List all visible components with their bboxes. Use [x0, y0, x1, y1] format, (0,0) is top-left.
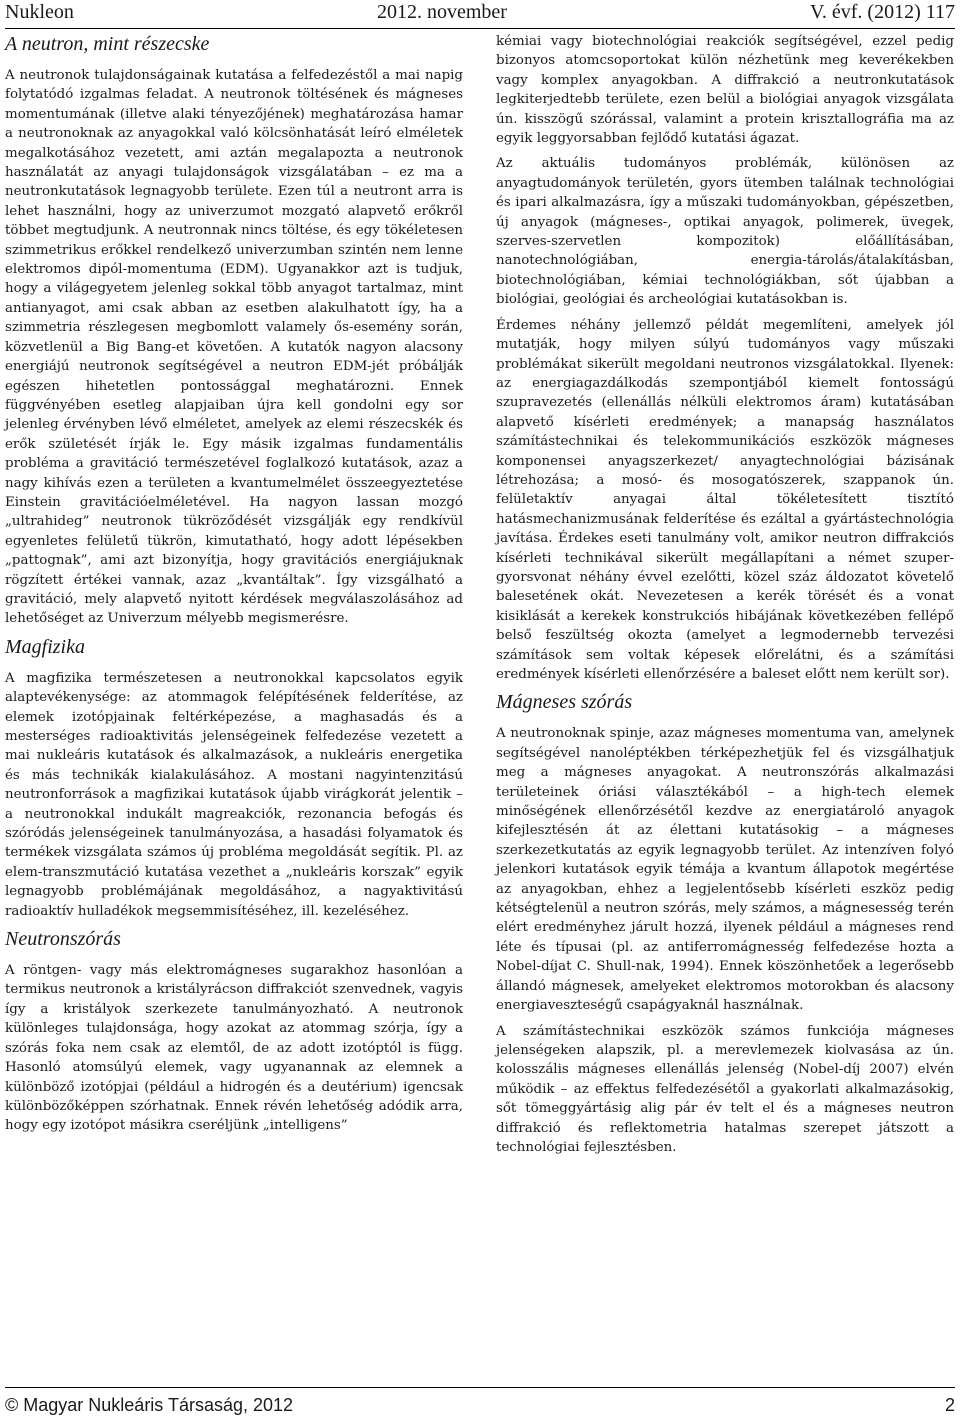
page-number: 2 — [944, 1394, 955, 1415]
paragraph: A neutronoknak spinje, azaz mágneses momentuma van, amelynek segítségével nanoléptékben térképezhetjük fel és vizsgálhatjuk meg a mágneses anyagokat. A neutronszórás alkalmazási területeinek óriási választékából – a high-tech elemek minőségének ellenőrzésétől kezdve az energiatároló anyagok kifejlesztésén át az élettani kutatásokig – a mágneses szerkezetkutatás az egyik legnagyobb terület. Az intenzíven folyó jelenkori kutatások egyik témája a kvantum állapotok megértése az anyagokban, ehhez a legjelentősebb kísérleti eszköz pedig kétségtelenül a neutron szórás, mely számos, a mágnesesség terén elért eredményhez járult hozzá, ilyenek például a mágneses rend léte és típusai (pl. az antiferromágnesség felfedezése hozta a Nobel-díjat C. Shull-nak, 1994). Ennek köszönhetőek a legerősebb állandó mágnesek, amelyeket elektromos motorokban és alacsony energiaveszteségű csapágyaknál használnak. — [496, 726, 954, 1014]
page-footer — [5, 1387, 955, 1422]
paragraph: kémiai vagy biotechnológiai reakciók segítségével, ezzel pedig bizonyos atomcsoportokat külön nézhetünk meg keverékekben vagy komplex anyagokban. A diffrakció a neutronkutatások legkiterjedtebb területe, ezen belül a biológiai anyagok vizsgálata ún. kisszögű szórással, valamint a protein krisztallográfia ma az egyik leggyorsabban fejlődő kutatási ágazat. — [496, 34, 954, 147]
paragraph: A számítástechnikai eszközök számos funkciója mágneses jelenségeken alapszik, pl. a merevlemezek kiolvasása az ún. kolosszális mágneses ellenállás jelenség (Nobel-díj 2007) elvén működik – az effektus felfedezésétől a gyakorlati alkalmazásokig, sőt tömeggyártásig alig pár év telt el és a mágneses neutron diffrakció és reflektometria hatalmas szerepet játszott a technológiai fejlesztésben. — [496, 1023, 954, 1155]
paragraph: A neutronok tulajdonságainak kutatása a felfedezéstől a mai napig folytatódó izgalmas feladat. A neutronok töltésének és mágneses momentumának (illetve alaki tényezőjének) meghatározása hamar a neutronoknak az anyagokkal való kölcsönhatását leíró elméletek megalkotásához vezetett, ami aztán megalapozta a neutronok használatát az anyagi tulajdonságok vizsgálatában – ez ma a neutronkutatások legnagyobb területe. Ezen túl a neutront arra is lehet használni, hogy az univerzumot mozgató alapvető erőkről többet megtudjunk. A neutronnak nincs töltése, és egy tökéletesen szimmetrikus erőkkel rendelkező univerzumban szintén nem lenne elektromos dipól-momentuma (EDM). Ugyanakkor azt is tudjuk, hogy a világegyetem jelenleg sokkal több anyagot tartalmaz, mint antianyagot, ami csak abban az esetben alakulhatott így, ha a szimmetria részlegesen megbomlott valamely ős-esemény során, közvetlenül a Big Bang-et követően. A kutatók nagyon alacsony energiájú neutronok segítségével a neutron EDM-jét próbálják egészen hihetetlen pontossággal meghatározni. Ennek függvényében esetleg alapjaiban újra kell gondolni egy sor jelenleg érvényben lévő elméletet, amelyek az elemi részecskék és erők születését írják le. Egy másik izgalmas fundamentális probléma a gravitáció természetével foglalkozó kutatások, azaz a nagy kihívás ezen a területen a kvantumelmélet összeegyeztetése Einstein gravitációelméletével. Ha nagyon lassan mozgó „ultrahideg” neutronok tükröződését vizsgálják egy rendkívül egyenletes felületű tükrön, kimutatható, hogy adott lépésekben „pattognak”, ami azt bizonyítja, hogy gravitációs energiájuknak rögzített értékei vannak, azaz „kvantáltak”. Így vizsgálható a gravitáció, mely alapvető nyitott kérdések megválaszolásához ad lehetőséget az Univerzum mélyebb megismerésre. — [5, 68, 463, 627]
section-heading-magnetic-scattering: Mágneses szórás — [496, 691, 633, 714]
paragraph: A röntgen- vagy más elektromágneses sugarakhoz hasonlóan a termikus neutronok a kristályrácson diffrakciót szenvednek, vagyis így a kristályok szerkezete tanulmányozható. A neutronok különleges tulajdonsága, hogy azokat az atommag szórja, így a szórás foka nem csak az elemtől, de az adott izotóptól is függ. Hasonló atomsúlyú elemek, vagy ugyanannak az elemnek a különböző izotópjai (például a hidrogén és a deutérium) igencsak különbözőképpen szórhatnak. Ennek révén lehetőség adódik arra, hogy egy izotópot másikra cseréljünk „intelligens” — [5, 963, 463, 1134]
paragraph: Érdemes néhány jellemző példát megemlíteni, amelyek jól mutatják, hogy milyen súlyú tudományos vagy műszaki problémákat sikerült megoldani neutronos vizsgálatokkal. Ilyenek: az energiagazdálkodás szempontjából kiemelt fontosságú szupravezetés (ellenállás nélküli elektromos áram) kutatásában alapvető kísérleti eredmények; a manapság használatos számítástechnikai és telekommunikációs eszközök mágneses komponensei anyagszerkezet/ anyagtechnológiai bázisának létrehozása; a mosó- és mosogatószerek, szappanok ún. felületaktív anyagai által tökéletesített tisztító hatásmechanizmusának felderítése és ezáltal a gyártástechnológia javítása. Érdekes eseti tanulmány volt, amikor neutron diffrakciós kísérleti technikával sikerült megállapítani a német szuper-gyorsvonat néhány évvel ezelőtti, közel száz áldozatot követelő balesetének okát. Nevezetesen a kerék törését és a vonat kisiklását a kerekek konstrukciós hibájának következében fellépő belső feszültség okozta (amelyet a legmodernebb tervezési számítások sem voltak képesek előrelátni, és a számítási eredmények kísérleti ellenőrzésére a baleset előtt nem került sor). — [496, 317, 954, 682]
journal-name: Nukleon — [5, 1, 74, 23]
page-header — [5, 0, 955, 29]
volume-info: V. évf. (2012) 117 — [810, 1, 955, 23]
section-heading-nuclear-physics: Magfizika — [5, 635, 85, 658]
paragraph: Az aktuális tudományos problémák, különösen az anyagtudományok területén, gyors ütemben találnak technológiai és ipari alkalmazásra, így a műszaki tudományokban, gépészetben, új anyagok (mágneses-, optikai anyagok, polimerek, üvegek, szerves-szervetlen kompozitok) előállításában, nanotechnológiában, energia-tárolás/átalakításban, biotechnológiában, kémiai technológiákban, sőt újabban a biológiai, geológiai és archeológiai kutatásokban is. — [496, 156, 954, 308]
section-heading-neutron-scattering: Neutronszórás — [5, 928, 121, 951]
left-column — [5, 32, 463, 1142]
issue-date: 2012. november — [376, 1, 507, 23]
section-heading-neutron-particle: A neutron, mint részecske — [5, 33, 210, 55]
paragraph: A magfizika természetesen a neutronokkal kapcsolatos egyik alaptevékenysége: az atommagok felépítésének felderítése, az elemek izotópjainak feltérképezése, a maghasadás és a mesterséges radioaktivitás jelenségeinek felfedezése vezetett a mai nukleáris kutatások és alkalmazások, a nukleáris energetika és más technikák kialakulásához. A mostani nagyintenzitású neutronforrások a magfizikai kutatások újabb virágkorát jelentik – a neutronokkal indukált magreakciók, rezonancia befogás és szóródás jelenségeinek tanulmányozása, a hasadási folyamatok és termékek vizsgálata számos új probléma megoldását segítik. Pl. az elem-transzmutáció kutatása vezethet a „nukleáris korszak” egyik legnagyobb problémájának megoldásához, a nagyaktivitású radioaktív hulladékok megsemmisítéséhez, ill. kezeléséhez. — [5, 670, 463, 919]
right-column — [496, 32, 954, 1163]
copyright-notice: © Magyar Nukleáris Társaság, 2012 — [5, 1394, 294, 1415]
